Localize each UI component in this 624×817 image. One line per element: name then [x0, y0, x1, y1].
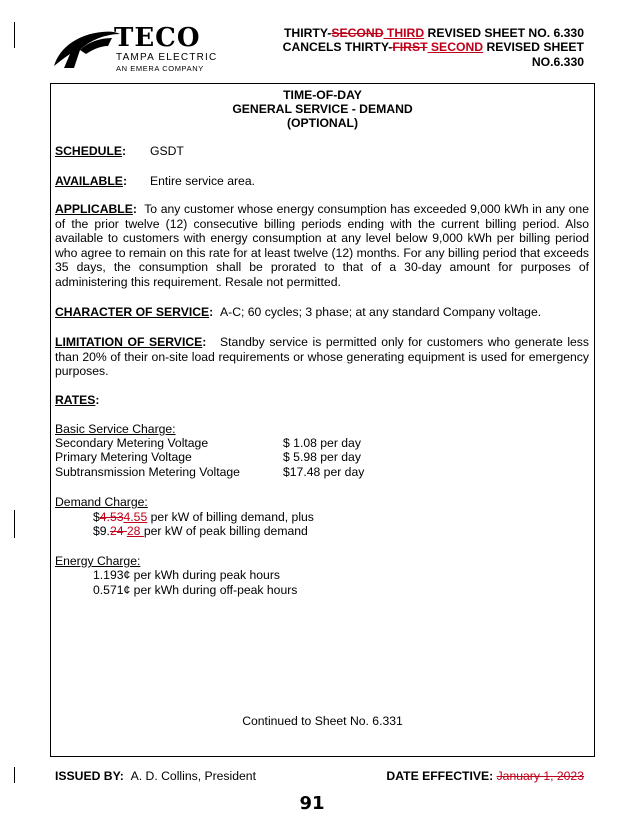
title-line3: (OPTIONAL) — [286, 116, 359, 130]
logo-wordmark: TECO — [114, 23, 201, 53]
tariff-box — [50, 83, 595, 757]
character-paragraph: CHARACTER OF SERVICE: A-C; 60 cycles; 3 phase; at any standard Company voltage. — [55, 305, 542, 319]
energy-row-offpeak: 0.571¢ per kWh during off-peak hours — [93, 583, 298, 597]
revision-bar-top — [14, 22, 15, 48]
available-row: AVAILABLE: Entire service area. — [55, 174, 255, 188]
demand-row-billing: $4.534.55 per kW of billing demand, plus — [93, 510, 314, 524]
available-label: AVAILABLE — [55, 174, 123, 188]
demand-charge-label: Demand Charge: — [55, 495, 148, 509]
revision-bar-bottom — [14, 767, 15, 783]
issued-by — [55, 769, 256, 784]
sheet-header-line2: CANCELS THIRTY-FIRST SECOND REVISED SHEET — [282, 40, 584, 55]
basic-row-primary: Primary Metering Voltage $ 5.98 per day — [55, 450, 361, 464]
schedule-label: SCHEDULE — [55, 144, 123, 158]
energy-row-peak: 1.193¢ per kWh during peak hours — [93, 568, 280, 582]
limitation-paragraph: LIMITATION OF SERVICE: Standby service is permitted only for customers who generate less than 20% of their on-site load requirements or whose generating equipment is used for emergency purposes. — [55, 335, 589, 379]
basic-row-secondary: Secondary Metering Voltage $ 1.08 per day — [55, 436, 361, 450]
continued-note: Continued to Sheet No. 6.331 — [242, 714, 403, 728]
logo-line2: AN EMERA COMPANY — [116, 64, 204, 73]
title-line2: GENERAL SERVICE - DEMAND — [232, 102, 413, 116]
logo-line1: TAMPA ELECTRIC — [116, 52, 218, 63]
teco-logo — [50, 24, 250, 74]
sheet-header-line3: NO.6.330 — [531, 54, 584, 69]
schedule-value: GSDT — [150, 144, 184, 158]
issued-label: ISSUED BY: — [55, 769, 124, 783]
rates-label: RATES — [55, 393, 96, 407]
demand-row-peak: $9.24 28 per kW of peak billing demand — [93, 524, 308, 538]
applicable-paragraph: APPLICABLE: To any customer whose energy consumption has exceeded 9,000 kWh in any one of the prior twelve (12) consecutive billing periods ending with the current billing period. Also available to customers with energy consumption at any level below 9,000 kWh per billing period who agree to remain on this rate for at least twelve (12) months. For any billing period that exceeds 35 days, the consumption shall be prorated to that of a 30-day amount for purposes of administering this requirement. Resale not permitted. — [55, 202, 589, 289]
limitation-text: Standby service is permitted only for customers who generate less than 20% of their on-site load requirements or whose generating equipment is used for emergency purposes. — [55, 335, 589, 379]
schedule-row: SCHEDULE: GSDT — [55, 144, 184, 158]
available-value: Entire service area. — [150, 174, 255, 188]
applicable-label: APPLICABLE — [55, 202, 133, 216]
effective-label: DATE EFFECTIVE: — [386, 769, 494, 783]
character-label: CHARACTER OF SERVICE — [55, 305, 210, 319]
date-effective — [386, 769, 584, 784]
sheet-header-line1: THIRTY-SECOND THIRD REVISED SHEET NO. 6.330 — [283, 26, 584, 40]
limitation-label: LIMITATION OF SERVICE — [55, 335, 203, 349]
title-line1: TIME-OF-DAY — [283, 88, 362, 102]
character-text: A-C; 60 cycles; 3 phase; at any standard Company voltage. — [220, 305, 542, 319]
revision-bar-middle — [14, 510, 15, 538]
issued-value: A. D. Collins, President — [130, 769, 256, 783]
rates-heading: RATES: — [55, 393, 100, 407]
basic-row-subtransmission: Subtransmission Metering Voltage $17.48 per day — [55, 465, 365, 479]
page-number: 91 — [299, 793, 325, 814]
effective-value: January 1, 2023 — [496, 769, 584, 783]
sheet-header — [283, 26, 584, 69]
energy-charge-label: Energy Charge: — [55, 554, 141, 568]
basic-service-label: Basic Service Charge: — [55, 422, 176, 436]
teco-swoosh-icon — [50, 24, 122, 72]
applicable-text: To any customer whose energy consumption has exceeded 9,000 kWh in any one of the prior twelve (12) consecutive billing periods ending with the current billing period. Also available to customers with energy consumption at any level below 9,000 kWh per billing period who agree to remain on this rate for at least twelve (12) months. For any billing period that exceeds 35 days, the consumption shall be prorated to that of a 30-day amount for purposes of administering this requirement. Resale not permitted. — [55, 202, 589, 289]
